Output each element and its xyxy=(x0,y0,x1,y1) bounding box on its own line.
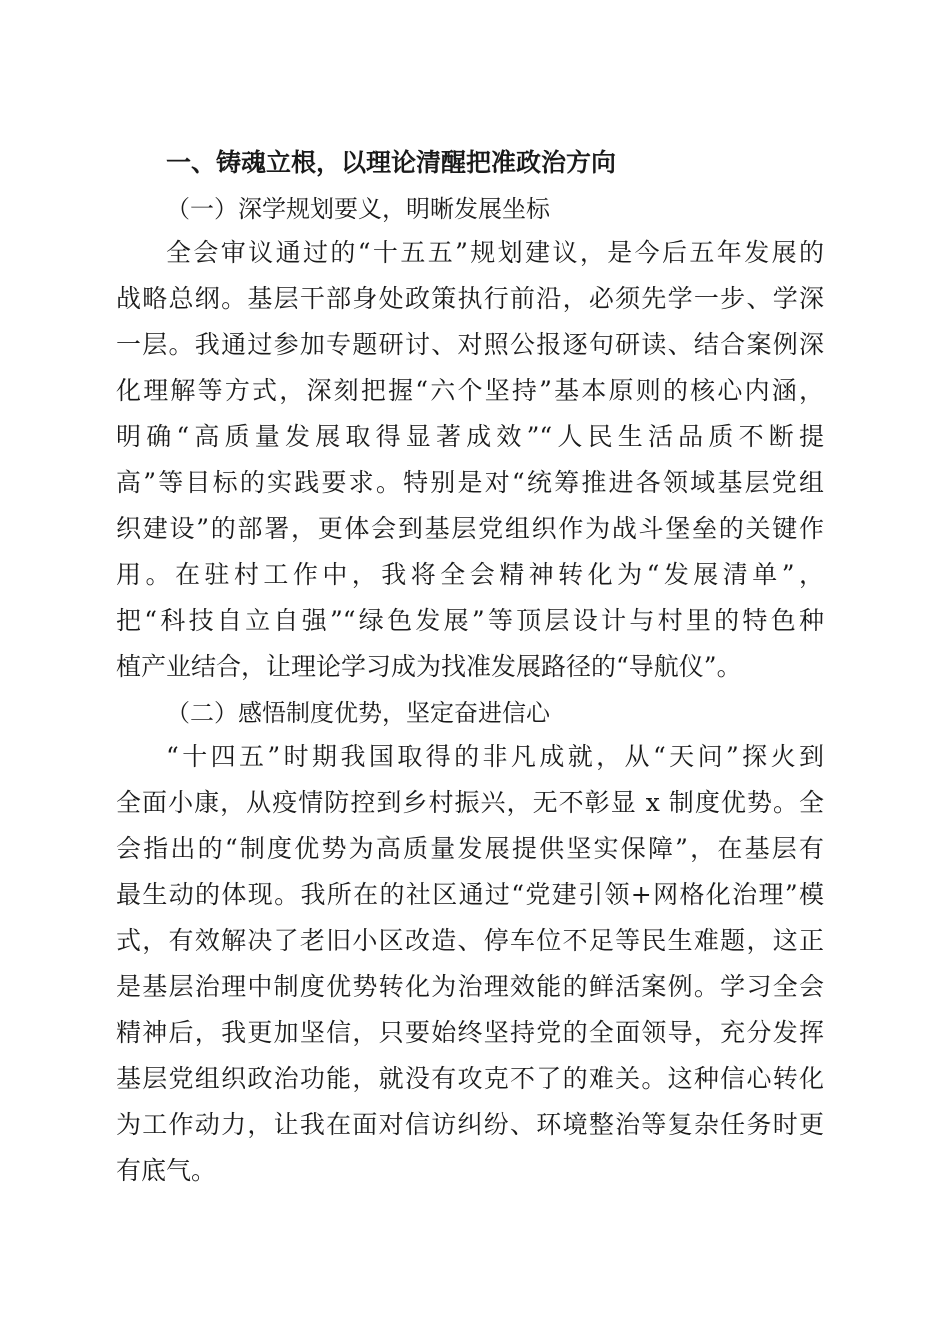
paragraph-line: 织建设”的部署，更体会到基层党组织作为战斗堡垒的关键作 xyxy=(116,514,824,543)
paragraph-line: 植产业结合，让理论学习成为找准发展路径的“导航仪”。 xyxy=(116,652,742,681)
paragraph-line: 全面小康，从疫情防控到乡村振兴，无不彰显 x 制度优势。全 xyxy=(116,788,824,817)
paragraph-line: 全会审议通过的“十五五”规划建议，是今后五年发展的 xyxy=(166,238,824,267)
paragraph-line: 是基层治理中制度优势转化为治理效能的鲜活案例。学习全会 xyxy=(116,972,824,1001)
heading-level-1: 一、铸魂立根，以理论清醒把准政治方向 xyxy=(166,148,617,177)
paragraph-line: 战略总纲。基层干部身处政策执行前沿，必须先学一步、学深 xyxy=(116,284,824,313)
paragraph-line: 会指出的“制度优势为高质量发展提供坚实保障”，在基层有 xyxy=(116,834,824,863)
paragraph-line: 有底气。 xyxy=(116,1156,217,1185)
section-1-heading: （一）深学规划要义，明晰发展坐标 xyxy=(166,195,550,223)
section-2-heading: （二）感悟制度优势，坚定奋进信心 xyxy=(166,699,550,727)
paragraph-line: “十四五”时期我国取得的非凡成就，从“天问”探火到 xyxy=(166,742,824,771)
paragraph-line: 式，有效解决了老旧小区改造、停车位不足等民生难题，这正 xyxy=(116,926,824,955)
paragraph-line: 明确“高质量发展取得显著成效”“人民生活品质不断提 xyxy=(116,422,824,451)
paragraph-line: 精神后，我更加坚信，只要始终坚持党的全面领导，充分发挥 xyxy=(116,1018,824,1047)
paragraph-line: 为工作动力，让我在面对信访纠纷、环境整治等复杂任务时更 xyxy=(116,1110,824,1139)
paragraph-line: 把“科技自立自强”“绿色发展”等顶层设计与村里的特色种 xyxy=(116,606,824,635)
paragraph-line: 基层党组织政治功能，就没有攻克不了的难关。这种信心转化 xyxy=(116,1064,824,1093)
paragraph-line: 化理解等方式，深刻把握“六个坚持”基本原则的核心内涵， xyxy=(116,376,824,405)
paragraph-line: 一层。我通过参加专题研讨、对照公报逐句研读、结合案例深 xyxy=(116,330,824,359)
paragraph-line: 最生动的体现。我所在的社区通过“党建引领+网格化治理”模 xyxy=(116,880,824,909)
paragraph-line: 高”等目标的实践要求。特别是对“统筹推进各领域基层党组 xyxy=(116,468,824,497)
paragraph-line: 用。在驻村工作中，我将全会精神转化为“发展清单”， xyxy=(116,560,824,589)
